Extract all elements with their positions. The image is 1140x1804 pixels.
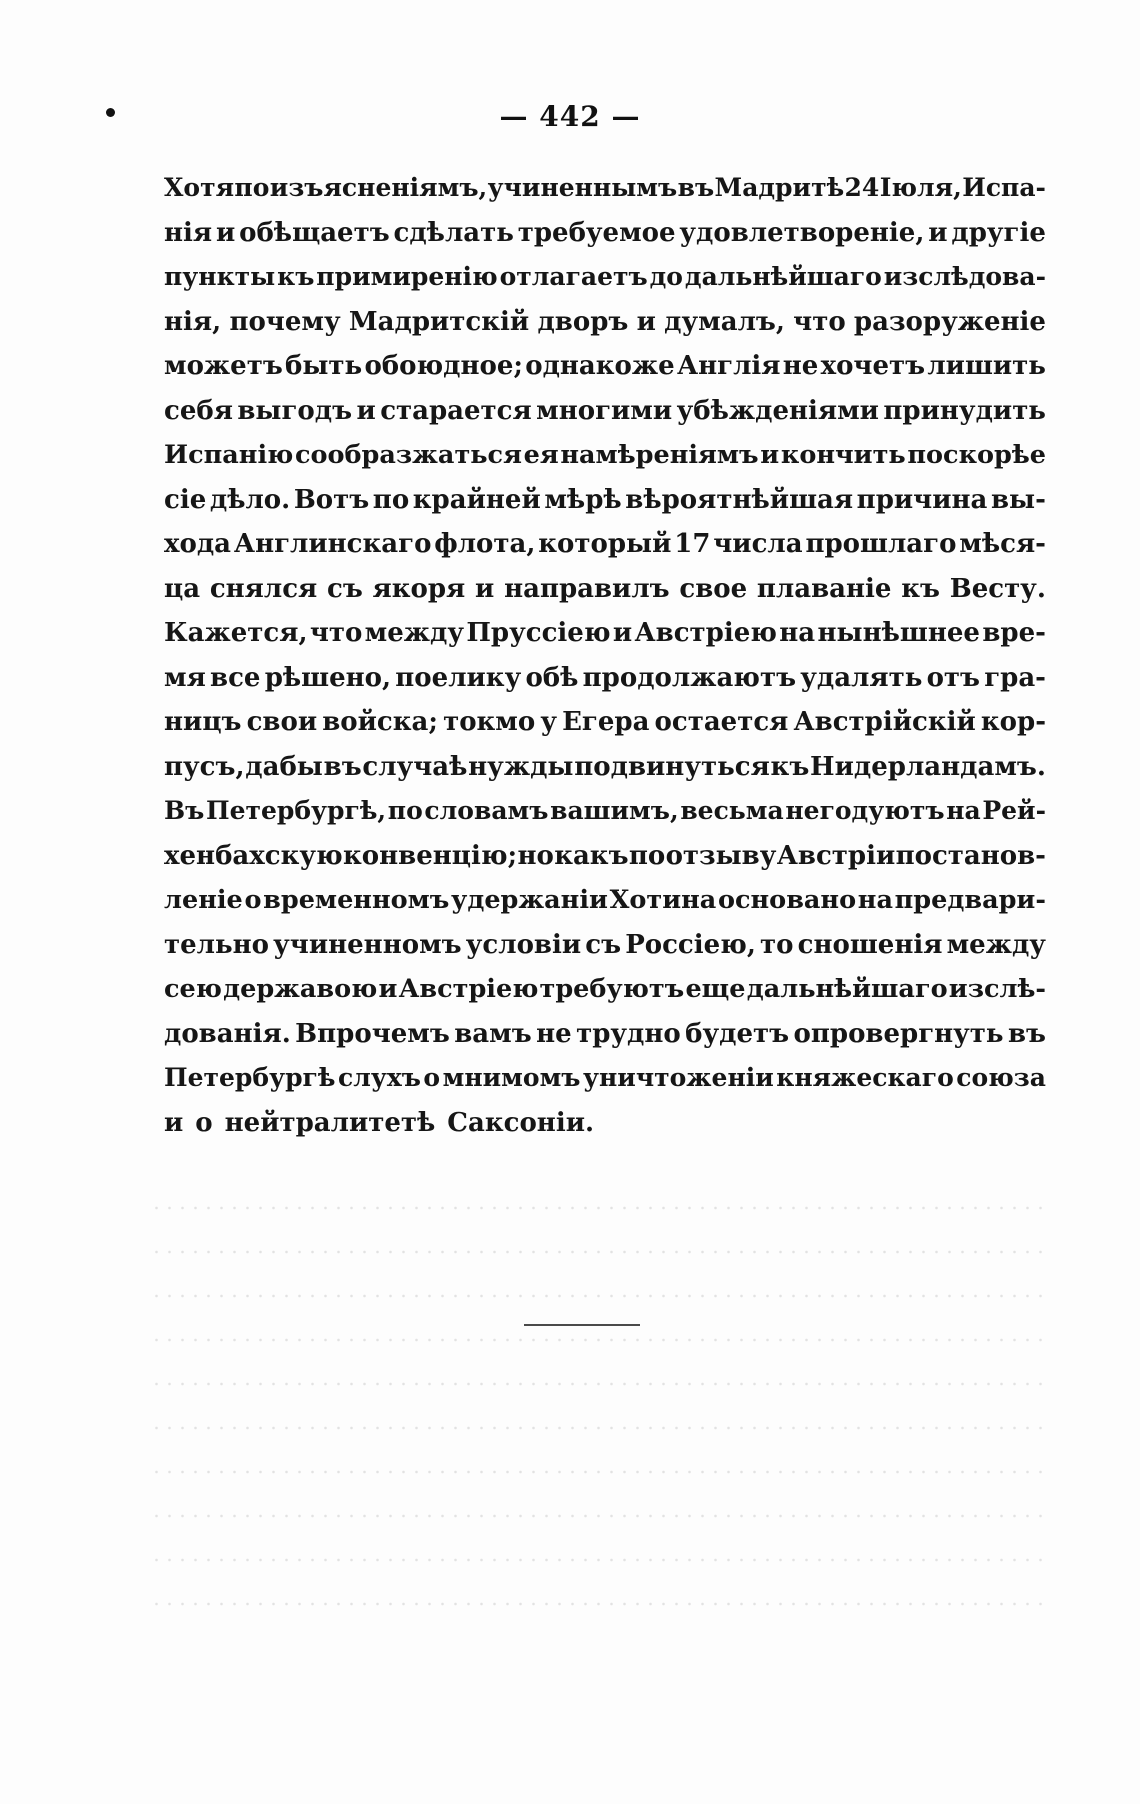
word: Австрійскій [793,707,976,737]
word: и [475,573,495,604]
word: войска; [322,707,438,737]
text-line [164,745,1046,790]
word: трудно [576,1018,681,1049]
word: мя [164,662,206,693]
text-line [164,878,1046,923]
text-line [164,255,1046,300]
word: поскорѣе [907,440,1046,470]
word: и [612,618,633,648]
page-number: — 442 — [499,100,641,133]
word: изъясненіямъ, [269,173,488,202]
word: кончить [780,440,906,470]
word: дѣло. [209,484,291,515]
word: и [356,395,376,426]
word: не [536,1018,572,1049]
text-line [164,300,1046,345]
word: въ [323,751,362,782]
word: 24 [844,173,880,202]
word: вы- [990,484,1046,515]
word: изслѣ- [948,974,1046,1004]
word: Хотя [164,173,235,202]
word: и [636,306,656,337]
word: какъ [554,840,629,871]
word: вѣроятнѣйшая [625,484,854,515]
word: съ [327,573,363,604]
word: отъ [926,662,980,693]
word: Въ [164,796,205,825]
word: негодуютъ [785,796,945,825]
word: сообразжаться [295,440,522,470]
word: леніе [164,885,243,915]
word: намѣреніямъ [560,440,759,470]
word: вамъ [454,1018,532,1049]
word: рѣшено, [264,662,392,693]
word: подвинуться [574,751,770,782]
body-text [164,166,1046,1145]
word: себя [164,395,233,426]
word: Испа- [962,173,1046,202]
word: о [423,1063,441,1092]
word: Вотъ [293,484,370,515]
word: Испанію [164,440,294,470]
text-line [164,166,1046,211]
word: условіи [465,929,582,960]
text-line [164,478,1046,523]
word: Впрочемъ [295,1018,450,1049]
word: у [540,707,557,737]
word: къ [901,573,940,604]
word: Хотина [609,885,717,915]
text-line [164,1012,1046,1057]
word: требуемое [517,217,676,248]
word: гра- [984,662,1046,693]
word: Петербургѣ [164,1063,336,1092]
word: княжескаго [776,1063,954,1092]
bleed-through-rule [524,1324,640,1326]
text-line [164,433,1046,478]
word: 17 [674,529,711,559]
word: Россіею, [625,929,756,960]
text-line [164,611,1046,656]
word: между [364,618,465,648]
word: мѣся- [959,529,1046,559]
word: мѣрѣ [544,484,622,515]
word: основано [717,885,857,915]
word: причина [856,484,988,515]
word: нужды [468,751,574,782]
word: вре- [982,618,1046,648]
word: нейтралитетѣ [224,1107,436,1138]
word: кор- [980,707,1046,737]
word: то [760,929,794,960]
word: по [234,173,270,202]
word: до [649,262,683,291]
word: на [779,618,816,648]
word: прошлаго [805,529,957,559]
word: другіе [951,217,1046,248]
text-line [164,700,1046,745]
word: пункты [164,262,276,291]
text-line [164,344,1046,389]
text-line [164,522,1046,567]
word: въ [677,173,715,202]
word: что [793,306,846,337]
word: остается [654,707,789,737]
word: конвенцію; [343,840,518,871]
word: къ [277,262,315,291]
text-line [164,923,1046,968]
word: что [309,618,363,648]
word: вашимъ, [550,796,679,825]
text-line [164,656,1046,701]
word: словамъ [424,796,549,825]
word: принудить [883,395,1046,426]
word: продолжаютъ [582,662,797,693]
word: тельно [164,929,270,960]
word: сіе [164,484,207,515]
word: Весту. [949,573,1046,604]
word: который [538,529,672,559]
word: Кажется, [164,618,308,648]
word: еще [685,974,746,1004]
word: лишить [927,351,1046,381]
word: по [387,796,423,825]
word: учиненномъ [273,929,462,960]
text-line [164,211,1046,256]
word: направилъ [504,573,670,604]
word: съ [585,929,622,960]
word: изслѣдова- [883,262,1046,291]
word: Австріею [398,974,539,1004]
word: сношенія [797,929,943,960]
text-line [164,389,1046,434]
word: слухъ [337,1063,421,1092]
text-line [164,1056,1046,1101]
word: удовлетвореніе, [679,217,925,248]
word: но [517,840,554,871]
text-line [164,967,1046,1012]
word: Петербургѣ, [205,796,387,825]
word: къ [770,751,810,782]
word: дальнѣйшаго [684,262,882,291]
word: между [946,929,1046,960]
word: обѣщаетъ [239,217,390,248]
text-line [164,567,1046,612]
word: Іюля, [879,173,962,202]
word: быть [285,351,363,381]
word: убѣжденіями [676,395,879,426]
word: случаѣ [362,751,468,782]
word: по [372,484,410,515]
word: хода [164,529,232,559]
word: разоруженіе [853,306,1046,337]
word: выгодъ [237,395,353,426]
word: предвари- [894,885,1046,915]
text-line [164,1101,1046,1146]
word: требуютъ [539,974,685,1004]
word: удержаніи [451,885,608,915]
word: на [857,885,893,915]
word: и [215,217,236,248]
word: сею [164,974,222,1004]
word: державою [223,974,378,1004]
word: ца [164,573,201,604]
word: отлагаетъ [499,262,648,291]
word: на [946,796,981,825]
word: дабы [245,751,323,782]
word: удалять [800,662,923,693]
word: будетъ [685,1018,790,1049]
word: временномъ [263,885,450,915]
word: якоря [372,573,466,604]
word: мнимомъ [442,1063,581,1092]
word: дованія. [164,1018,291,1049]
word: хочетъ [820,351,926,381]
word: флота, [434,529,536,559]
word: и [760,440,780,470]
word: и [378,974,398,1004]
word: опровергнуть [793,1018,1004,1049]
word: весьма [680,796,784,825]
word: отзыву [665,840,777,871]
word: и [164,1107,184,1138]
word: пусъ, [164,751,245,782]
word: учиненнымъ [487,173,678,202]
word: и [928,217,948,248]
word: числа [713,529,803,559]
word: обѣ [525,662,579,693]
word: Пруссіею [466,618,611,648]
bleed-through-texture [150,1186,1050,1606]
word: однакоже [525,351,675,381]
word: снялся [209,573,318,604]
word: плаваніе [756,573,892,604]
word: по [628,840,666,871]
word: старается [380,395,532,426]
word: можетъ [164,351,283,381]
word: нія [164,217,213,248]
word: поелику [395,662,522,693]
word: Англія [676,351,781,381]
word: почему [229,306,341,337]
word: Мадритскій [348,306,530,337]
word: нынѣшнее [817,618,980,648]
word: не [782,351,819,381]
word: примиренію [316,262,498,291]
word: Англинскаго [233,529,432,559]
word: хенбахскую [164,840,343,871]
word: думалъ, [664,306,785,337]
word: уничтоженіи [582,1063,774,1092]
text-line [164,789,1046,834]
word: Рей- [982,796,1046,825]
word: обоюдное; [364,351,523,381]
word: въ [1007,1018,1046,1049]
word: свое [679,573,748,604]
word: союза [956,1063,1046,1092]
word: дальнѣйшаго [746,974,948,1004]
text-line [164,834,1046,879]
word: крайней [412,484,541,515]
word: о [195,1107,213,1138]
word: многими [536,395,673,426]
word: свои [246,707,318,737]
word: сдѣлать [393,217,514,248]
word: дворъ [537,306,629,337]
word: нія, [164,306,222,337]
word: Австріи [776,840,896,871]
word: Мадритѣ [714,173,845,202]
word: о [244,885,262,915]
word: Нидерландамъ. [810,751,1046,782]
word: Егера [562,707,650,737]
word: ея [523,440,559,470]
word: токмо [443,707,536,737]
word: Австріею [634,618,777,648]
word: все [210,662,261,693]
word: постанов- [895,840,1046,871]
word: ницъ [164,707,242,737]
word: Саксоніи. [447,1107,595,1138]
